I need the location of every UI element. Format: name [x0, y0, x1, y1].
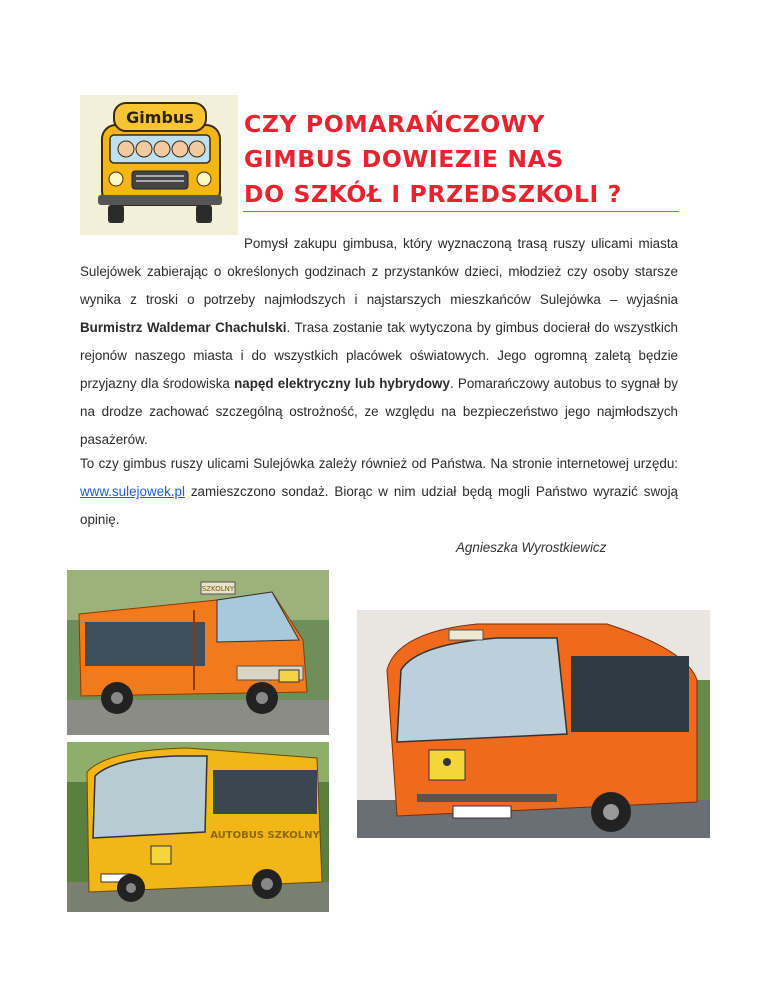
- p2-text-b: zamieszczono sondaż. Biorąc w nim udział będą mogli Państwo wyrazić swoją opinię.: [80, 484, 678, 527]
- title-line-3: DO SZKÓŁ I PRZEDSZKOLI ?: [244, 180, 622, 208]
- title-line-1: CZY POMARAŃCZOWY: [244, 110, 546, 138]
- article-paragraph-2: [80, 450, 678, 534]
- title-underline: [243, 211, 679, 212]
- p1-text-a: Pomysł zakupu gimbusa, który wyznaczoną trasą ruszy ulicami miasta Sulejówek zabierając o określonych godzinach z przystanków dzieci, młodzież czy osoby starsze wynika z troski o potrzeby najmłodszych i najstarszych mieszkańców Sulejówka – wyjaśnia: [80, 236, 678, 307]
- photo1-sign: SZKOLNY: [201, 585, 235, 593]
- photo-orange-bus: [357, 610, 710, 838]
- page-title: [244, 107, 684, 212]
- mayor-name: Burmistrz Waldemar Chachulski: [80, 320, 287, 335]
- gimbus-logo: [80, 95, 238, 235]
- photo3-side-text: AUTOBUS SZKOLNY: [210, 830, 320, 841]
- photo-yellow-bus: [67, 742, 329, 912]
- logo-label: Gimbus: [126, 108, 194, 127]
- p2-text-a: To czy gimbus ruszy ulicami Sulejówka zależy również od Państwa. Na stronie internetowej urzędu:: [80, 456, 678, 471]
- p1-text-e: . Pomarańczowy autobus to sygnał by na drodze zachować szczególną ostrożność, ze względu na bezpieczeństwo jego najmłodszych pasażerów.: [80, 376, 679, 447]
- title-line-2: GIMBUS DOWIEZIE NAS: [244, 145, 564, 173]
- author-signature: Agnieszka Wyrostkiewicz: [456, 540, 607, 555]
- p1-text-c: . Trasa zostanie tak wytyczona by gimbus docierał do wszystkich rejonów naszego miasta i do wszystkich placówek oświatowych. Jego ogromną zaletą będzie przyjazny dla środowiska: [80, 320, 678, 391]
- photo-orange-minibus: [67, 570, 329, 735]
- website-link[interactable]: www.sulejowek.pl: [80, 484, 185, 499]
- drive-type: napęd elektryczny lub hybrydowy: [234, 376, 450, 391]
- article-paragraph-1: [80, 230, 678, 454]
